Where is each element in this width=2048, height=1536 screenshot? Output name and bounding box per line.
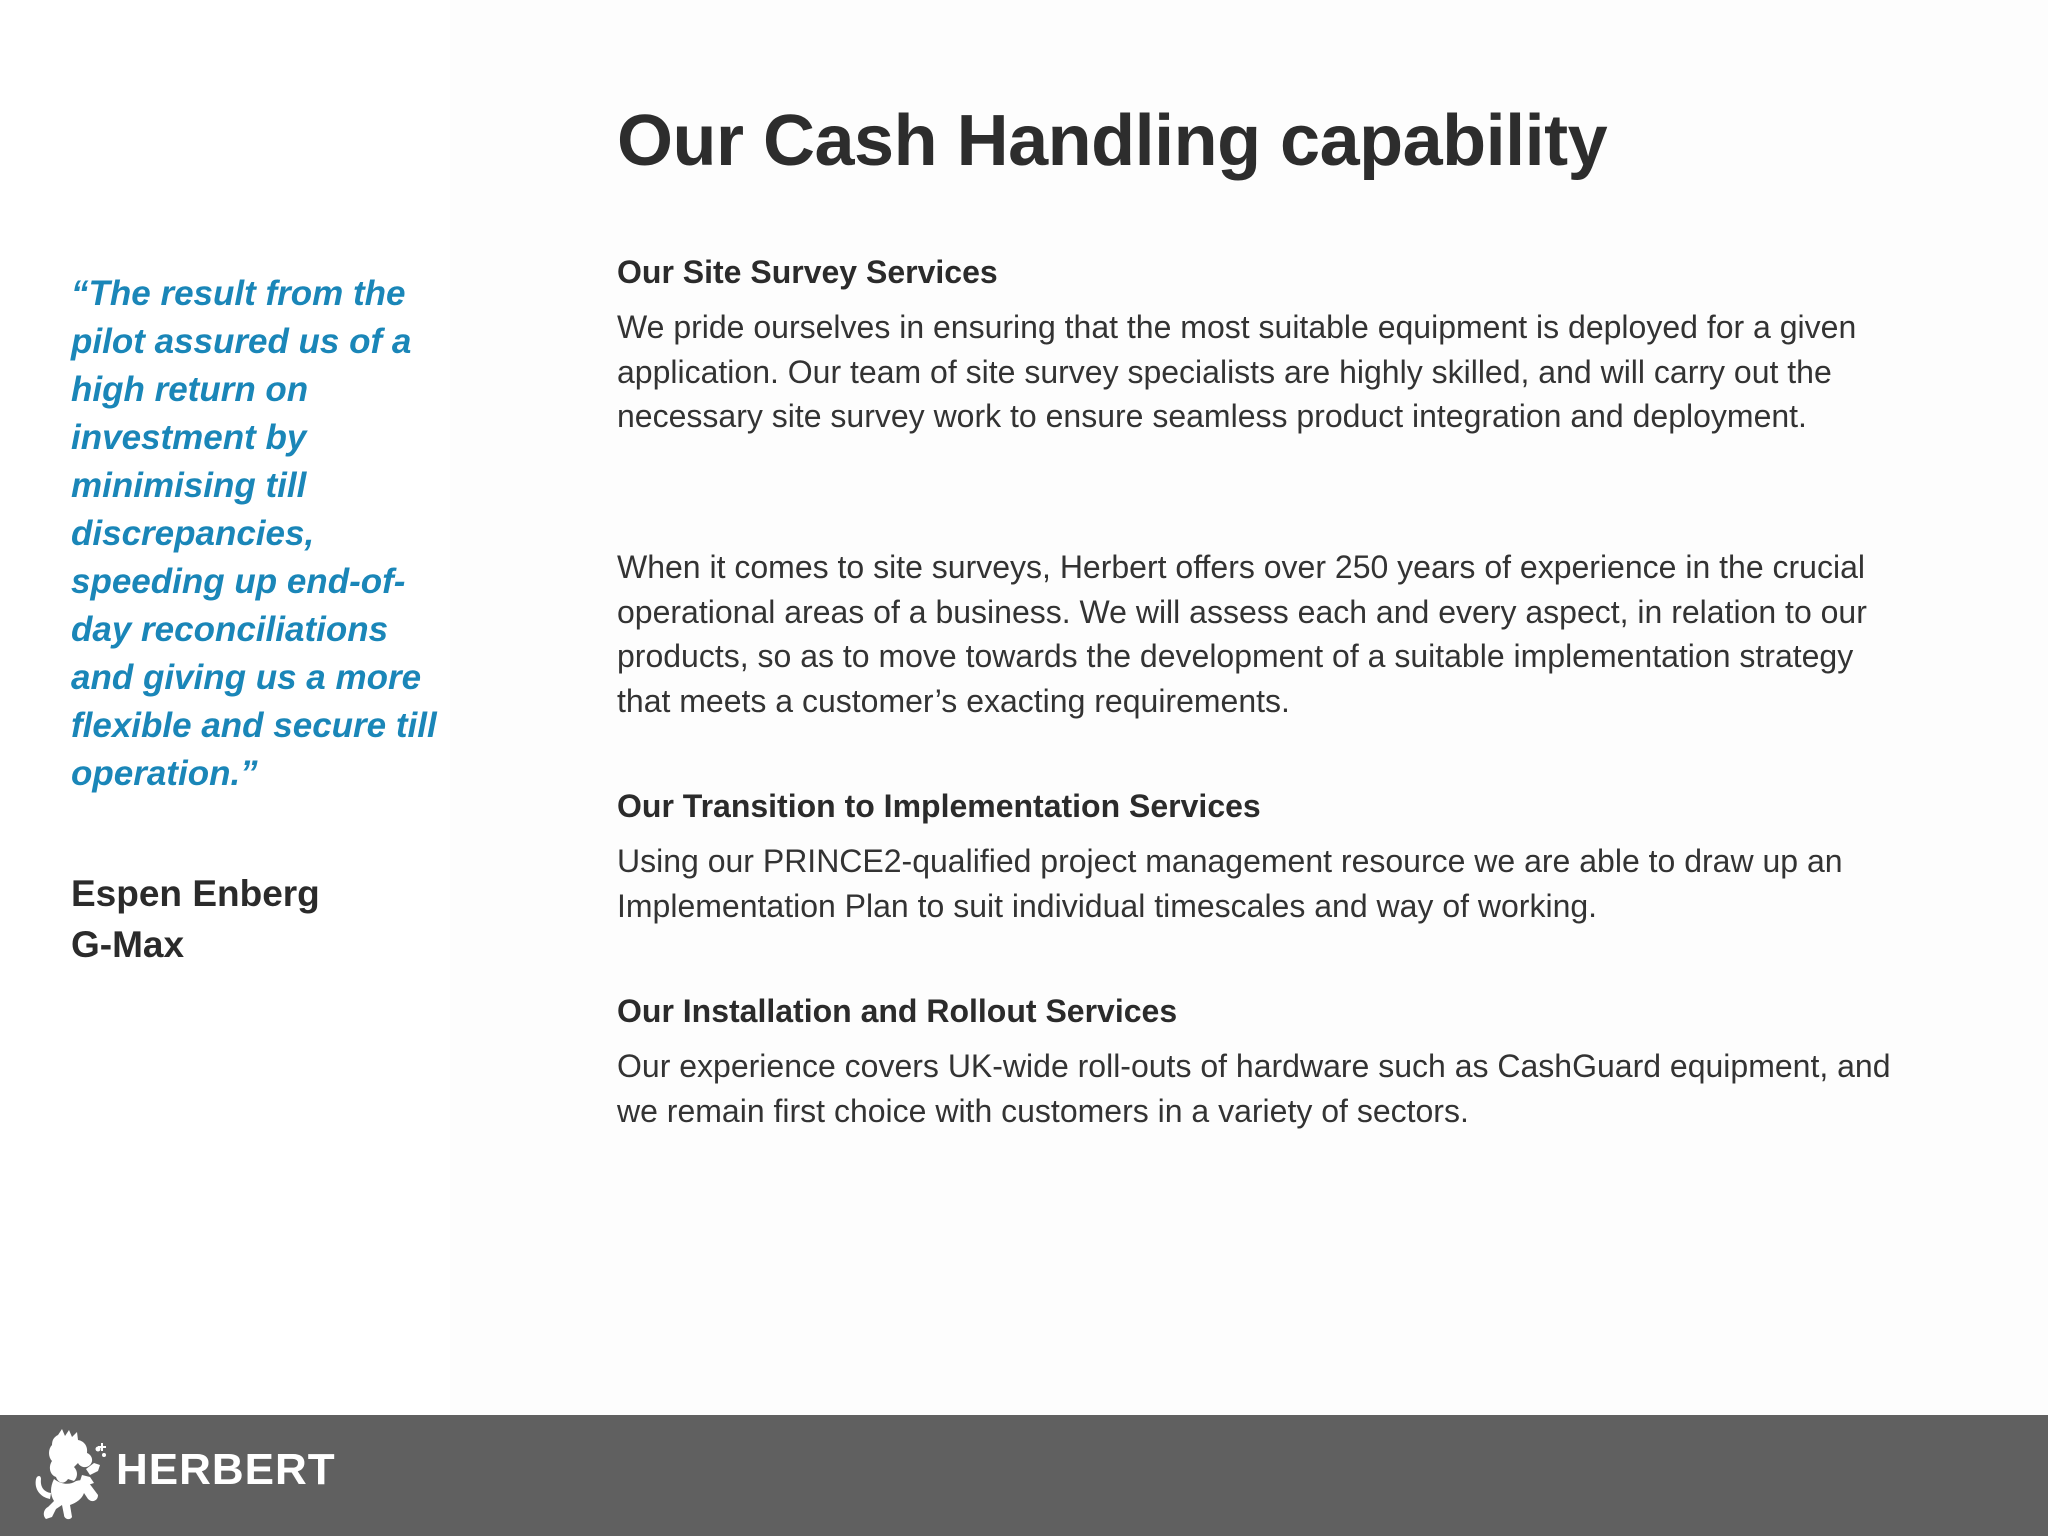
quote-company: G-Max (71, 924, 185, 965)
testimonial-attribution (71, 868, 320, 970)
section-heading-site-survey: Our Site Survey Services (617, 254, 998, 290)
installation-paragraph: Our experience covers UK-wide roll-outs of hardware such as CashGuard equipment, and we remain first choice with customers in a variety of sectors. (617, 1048, 1891, 1129)
quote-author: Espen Enberg (71, 873, 320, 914)
site-survey-paragraph-2: When it comes to site surveys, Herbert offers over 250 years of experience in the crucial operational areas of a business. We will assess each and every aspect, in relation to our products, so as to move towards the development of a suitable implementation strategy that meets a customer’s exacting requirements. (617, 549, 1867, 719)
footer-bar (0, 1415, 2048, 1536)
page-title: Our Cash Handling capability (617, 101, 1608, 181)
testimonial-quote: “The result from the pilot assured us of a high return on investment by minimising till discrepancies, speeding up end-of-day reconciliations and giving us a more flexible and secure till operation.” (71, 274, 437, 793)
lion-icon (28, 1429, 110, 1521)
section-heading-transition: Our Transition to Implementation Services (617, 788, 1261, 824)
transition-paragraph: Using our PRINCE2-qualified project management resource we are able to draw up an Implementation Plan to suit individual timescales and way of working. (617, 843, 1843, 924)
site-survey-paragraph-1: We pride ourselves in ensuring that the most suitable equipment is deployed for a given application. Our team of site survey specialists are highly skilled, and will carry out the necessary site survey work to ensure seamless product integration and deployment. (617, 309, 1857, 434)
herbert-logo-text: HERBERT (116, 1445, 336, 1494)
section-heading-installation: Our Installation and Rollout Services (617, 993, 1178, 1029)
